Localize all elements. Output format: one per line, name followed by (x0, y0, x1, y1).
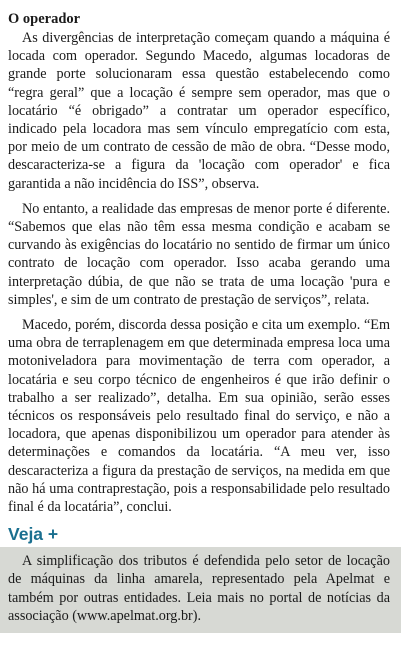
veja-text: A simplificação dos tributos é defendida pelo setor de locação de máquinas da linha amarela, representado pela Apelmat e também por outras entidades. Leia mais no portal de notícias da associação (www.apelmat.org.br). (8, 553, 390, 624)
paragraph-3: Macedo, porém, discorda dessa posição e cita um exemplo. “Em uma obra de terraplenagem em que determinada empresa loca uma motoniveladora para movimentação de terra com operador, a locatária e seu corpo técnico de engenheiros é que irão definir o trabalho a ser realizado”, detalha. Em sua opinião, serão esses técnicos os responsáveis pelo resultado final do serviço, e não a locadora, que apenas disponibilizou um operador para atender às determinações e comandos da locatária. “A meu ver, isso descaracteriza a figura da prestação de serviços, na medida em que não há uma contraprestação, pois a responsabilidade pelo resultado final é da locatária”, conclui. (8, 317, 390, 516)
veja-title: Veja + (8, 524, 59, 545)
section-title: O operador (8, 11, 81, 27)
paragraph-1: As divergências de interpretação começam quando a máquina é locada com operador. Segundo Macedo, algumas locadoras de grande porte solucionaram essa questão estabelecendo como “regra geral” que a locação é sempre sem operador, mas que o locatário “é obrigado” a contratar um operador específico, indicado pela locadora mas sem vínculo empregatício com esta, por meio de um contrato de cessão de mão de obra. “Desse modo, descaracteriza-se a figura da 'locação com operador' e fica garantida a não incidência do ISS”, observa. (8, 30, 390, 192)
paragraph-2: No entanto, a realidade das empresas de menor porte é diferente. “Sabemos que elas não têm essa mesma condição e acabam se curvando às exigências do locatário no sentido de firmar um único contrato de locação com operador. Isso acaba gerando uma interpretação dúbia, de que não se trata de uma locação 'pura e simples', e sim de um contrato de prestação de serviços”, relata. (8, 200, 390, 308)
veja-box (0, 547, 401, 633)
